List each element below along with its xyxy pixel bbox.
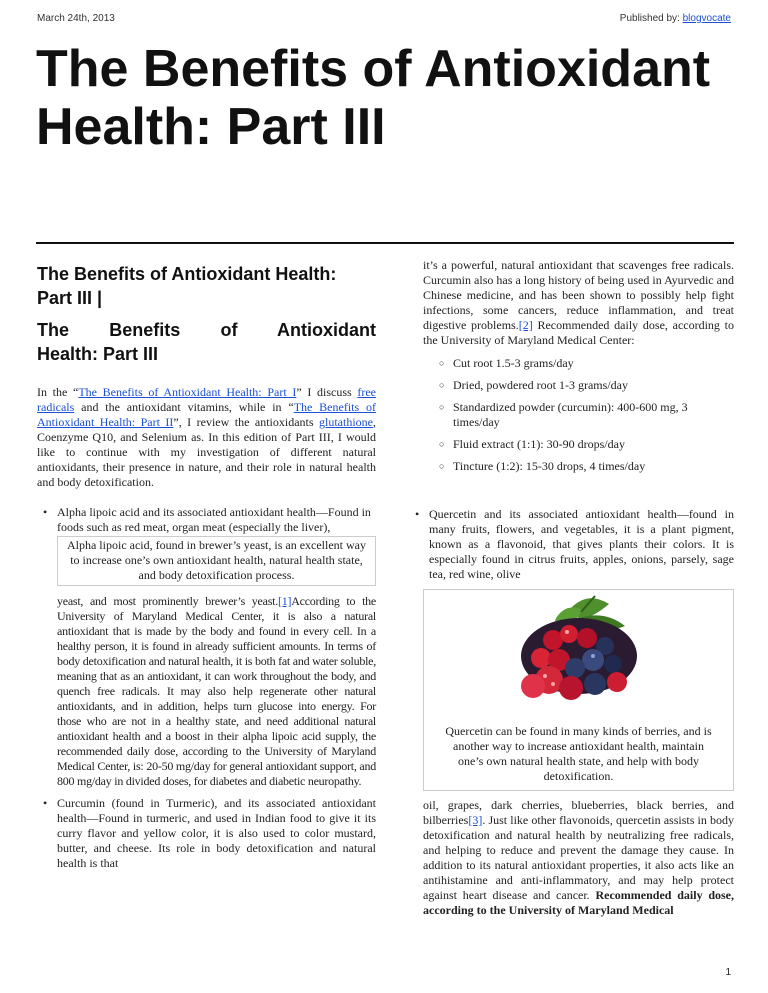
image-caption-berries: Quercetin can be found in many kinds of berries, and is another way to increase antioxidant health, maintain one’s own natural health state, and help with body detoxification. bbox=[445, 724, 712, 783]
recommended-dose-heading: Recommended daily dose, according to the University of Maryland Medical bbox=[423, 888, 735, 917]
published-by-label: Published by: bbox=[619, 13, 680, 24]
left-column bbox=[37, 262, 376, 871]
title-divider bbox=[36, 242, 734, 244]
footnote-1-link[interactable]: [1] bbox=[277, 594, 292, 608]
image-caption-alpha: Alpha lipoic acid, found in brewer’s yeast, is an excellent way to increase one’s own antioxidant health, natural health state, and body detoxification process. bbox=[57, 536, 376, 586]
curcumin-continued: it’s a powerful, natural antioxidant that scavenges free radicals. Curcumin also has a long history of being used in Ayurvedic and Chinese medicine, and has been shown to possibly help fight infections, some cancers, reduce inflammation, and treat digestive problems.[2] Recommended daily dose, according to the University of Maryland Medical Center: bbox=[423, 258, 734, 347]
link-free-radicals[interactable]: free radicals bbox=[37, 385, 376, 414]
list-item-quercetin: • Quercetin and its associated antioxidant health—found in many fruits, flowers, and vegetables, it is a plant pigment, known as a flavonoid, that gives plants their colors. It is especially found in citrus fruits, apples, onions, parsely, sage tea, red wine, olive bbox=[409, 507, 734, 582]
list-item-alpha-lipoic: • Alpha lipoic acid and its associated antioxidant health—Found in foods such as red meat, organ meat (especially the liver), Alpha lipoic acid, found in brewer’s yeast, is an excellent way to increase one’s own antioxidant health, natural health state, and body detoxification process. yeast, and most prominently brewer’s yeast.[1]According to the University of Maryland Medical Center, it is also a natural antioxidant that is made by the body and found in every cell. In a healthy person, it is found in already sufficient amounts. In terms of body detoxification and natural health, it is both fat and water soluble, meaning that as an antioxidant, it can work throughout the body, and quench free radicals. It may also help regenerate other natural antioxidants, and in addition, helps turn glucose into energy. For those who are not in a healthy state, and need additional natural antioxidant health and a boost in their alpha lipoic acid supply, the recommended daily dose, according to the University of Maryland Medical Center, is: 20-50 mg/day for general antioxidant support, and 800 mg/day in divided doses, for diabetes and diabetic neuropathy. bbox=[37, 505, 376, 789]
dose-item: ○ Fluid extract (1:1): 30-90 drops/day bbox=[409, 437, 734, 452]
sub-heading-line1: The Benefits of Antioxidant bbox=[37, 320, 376, 340]
dose-item: ○ Tincture (1:2): 15-30 drops, 4 times/day bbox=[409, 459, 734, 474]
dose-item: ○ Standardized powder (curcumin): 400-600 mg, 3 times/day bbox=[409, 400, 734, 430]
sub-heading-line2: Health: Part III bbox=[37, 344, 159, 364]
berries-image bbox=[509, 590, 649, 718]
list-item-curcumin: • Curcumin (found in Turmeric), and its associated antioxidant health—Found in turmeric, and used in Indian food to give it its curry flavor and yellow color, it is also used to color mustard, butter, and cheese. Its role in body detoxification and natural health is that bbox=[37, 796, 376, 871]
link-part-one[interactable]: The Benefits of Antioxidant Health: Part I bbox=[78, 385, 297, 399]
curcumin-dose-list bbox=[409, 356, 734, 474]
page-number: 1 bbox=[725, 967, 731, 978]
dose-item: ○ Cut root 1.5-3 grams/day bbox=[409, 356, 734, 371]
footnote-2-link[interactable]: [2] bbox=[518, 318, 533, 332]
intro-paragraph: In the “The Benefits of Antioxidant Health: Part I” I discuss free radicals and the antioxidant vitamins, while in “The Benefits of Antioxidant Health: Part II”, I review the antioxidants glutathione, Coenzyme Q10, and Selenium as. In this edition of Part III, I would like to continue with my investigation of different natural antioxidants, their presence in nature, and their role in natural health and body detoxification. bbox=[37, 385, 376, 489]
antioxidant-list bbox=[37, 505, 376, 871]
dose-item: ○ Dried, powdered root 1-3 grams/day bbox=[409, 378, 734, 393]
author-link[interactable]: blogvocate bbox=[682, 13, 731, 24]
section-heading: The Benefits of Antioxidant Health: Part III | bbox=[37, 264, 337, 308]
quercetin-list bbox=[409, 507, 734, 582]
published-by bbox=[620, 13, 731, 24]
footnote-3-link[interactable]: [3] bbox=[468, 813, 483, 827]
page-title: The Benefits of Antioxidant Health: Part III bbox=[36, 40, 711, 156]
link-part-two[interactable]: The Benefits of Antioxidant Health: Part II bbox=[37, 400, 376, 429]
berries-figure bbox=[423, 589, 734, 791]
publish-date: March 24th, 2013 bbox=[37, 13, 115, 24]
link-glutathione[interactable]: glutathione bbox=[319, 415, 373, 429]
right-column bbox=[409, 258, 734, 918]
quercetin-continued: oil, grapes, dark cherries, blueberries, black berries, and bilberries[3]. Just like other flavonoids, quercetin assists in body detoxification and natural health by neutralizing free radicals, and helping to reduce and prevent the damage they cause. In addition to its natural antioxidant properties, it also acts like an antihistamine and anti-inflammatory, and may help protect against heart disease and cancer. Recommended daily dose, according to the University of Maryland Medical bbox=[423, 798, 735, 917]
